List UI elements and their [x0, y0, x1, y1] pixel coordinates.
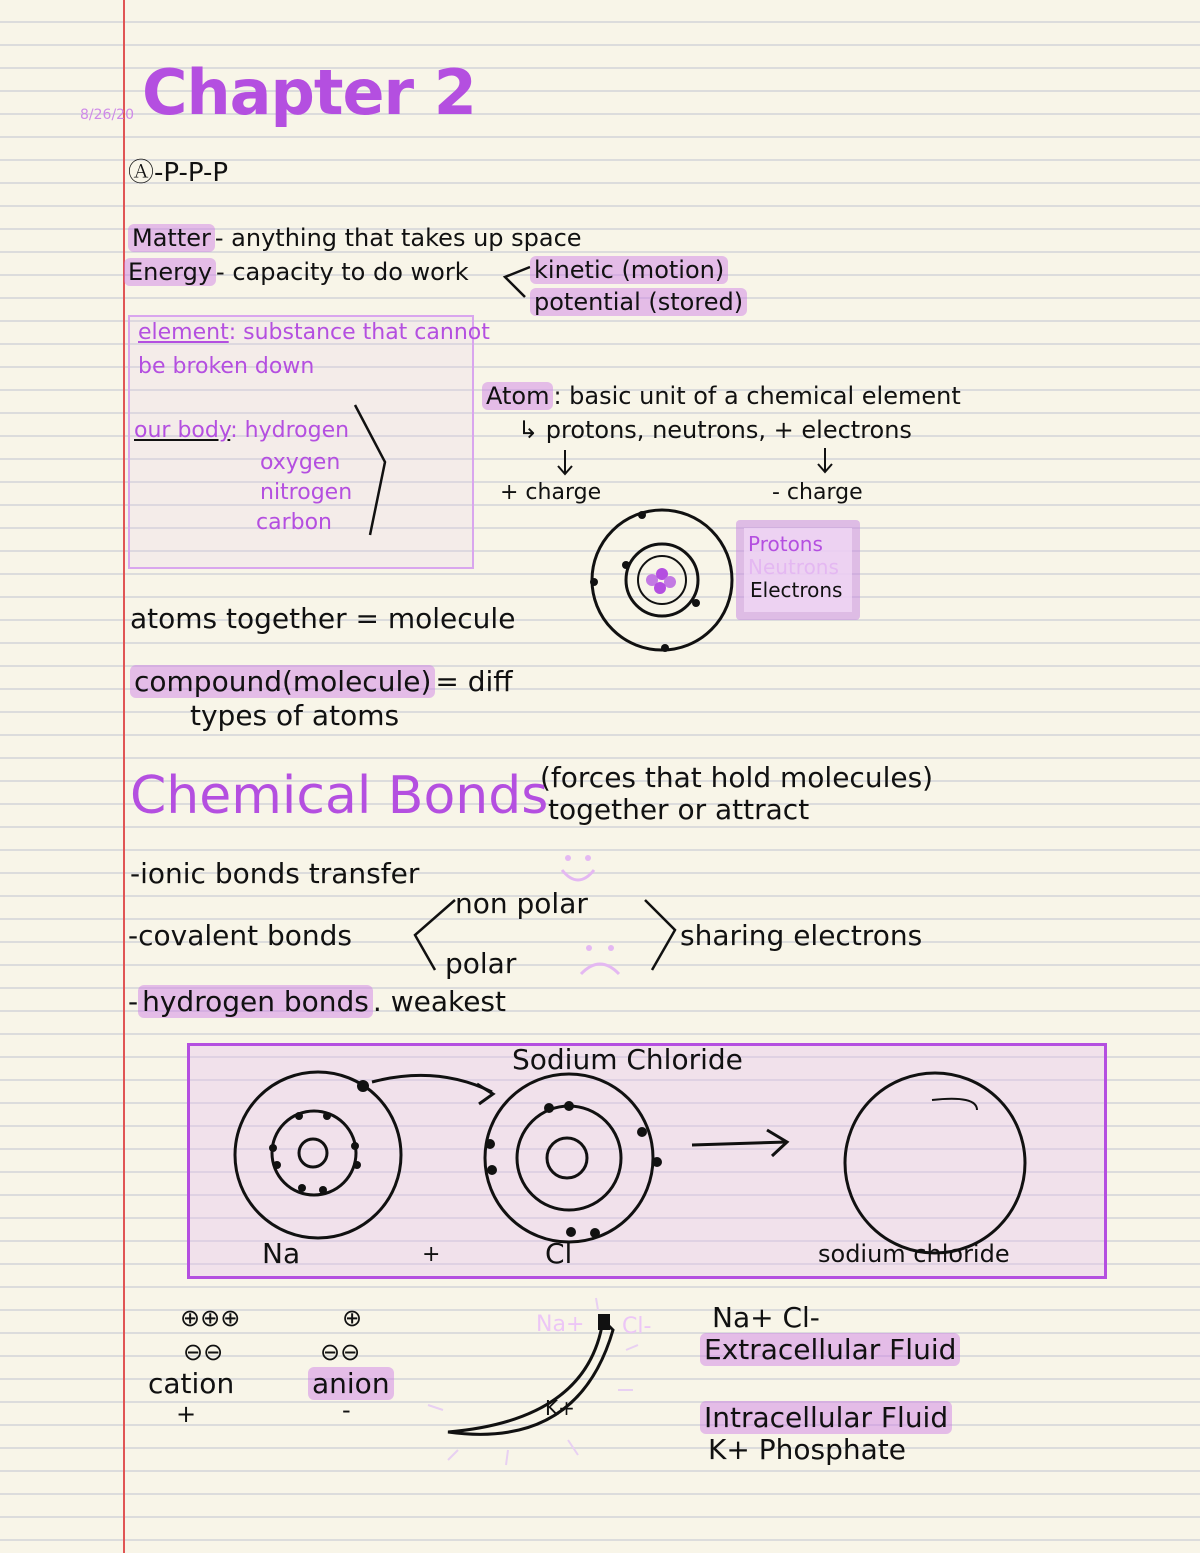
body-element-carbon: carbon	[256, 510, 332, 535]
matter-definition: - anything that takes up space	[214, 224, 582, 252]
date-tag: 8/26/20	[80, 107, 134, 123]
body-element-nitrogen: nitrogen	[260, 480, 353, 505]
matter-term: Matter	[128, 224, 215, 252]
atom-diagram	[582, 510, 742, 670]
sad-face-icon	[575, 940, 625, 980]
energy-term: Energy	[124, 258, 216, 286]
anion-label: anion	[308, 1370, 394, 1398]
bonds-note-line1: (forces that hold molecules)	[540, 761, 934, 794]
na-label: Na	[262, 1237, 301, 1270]
subtitle: Ⓐ-P-P-P	[128, 158, 229, 188]
cl-label: Cl	[545, 1237, 573, 1270]
sodium-chloride-label: sodium chloride	[818, 1240, 1010, 1268]
legend-electrons: Electrons	[750, 578, 843, 602]
energy-branch-icon	[495, 262, 535, 312]
anion-charges-bottom: ⊖⊖	[320, 1338, 361, 1366]
banana-cl: Cl-	[622, 1314, 652, 1339]
energy-definition: - capacity to do work	[216, 258, 469, 286]
polar-label: polar	[445, 947, 517, 980]
banana-na: Na+	[536, 1312, 585, 1337]
hydrogen-bonds-note: . weakest	[372, 985, 506, 1018]
covalent-bonds: -covalent bonds	[128, 919, 352, 952]
bonds-note-line2: together or attract	[548, 793, 810, 826]
arrow-down-icon	[815, 446, 835, 476]
nacl-atoms	[187, 1070, 1187, 1270]
page-title: Chapter 2	[142, 56, 476, 129]
compound-line2: types of atoms	[190, 699, 400, 732]
smiley-icon	[558, 850, 598, 890]
sharing-brace-icon	[640, 895, 680, 975]
cation-charges-bottom: ⊖⊖	[183, 1338, 224, 1366]
positive-charge: + charge	[500, 480, 602, 505]
sharing-electrons: sharing electrons	[680, 919, 923, 952]
banana-k: K+	[545, 1396, 575, 1420]
intracellular-ions: K+ Phosphate	[708, 1433, 906, 1466]
compound-line	[130, 665, 513, 698]
cation-sign: +	[176, 1400, 197, 1428]
energy-type-kinetic: kinetic (motion)	[530, 258, 728, 282]
energy-line	[124, 260, 469, 284]
intracellular-label: Intracellular Fluid	[700, 1404, 952, 1432]
our-body-label: our body	[134, 418, 231, 443]
hydrogen-bonds-term: hydrogen bonds	[138, 985, 373, 1018]
body-element-hydrogen: : hydrogen	[230, 418, 350, 443]
extracellular-label: Extracellular Fluid	[700, 1336, 960, 1364]
atom-term: Atom	[482, 382, 553, 410]
hydrogen-bonds-line: - hydrogen bonds . weakest	[128, 985, 506, 1018]
energy-type-potential: potential (stored)	[530, 290, 747, 314]
extracellular-ions: Na+ Cl-	[712, 1301, 820, 1334]
atom-definition: : basic unit of a chemical element	[553, 382, 961, 410]
legend-neutrons: Neutrons	[748, 555, 839, 579]
element-definition-line1	[138, 322, 490, 344]
negative-charge: - charge	[772, 480, 863, 505]
margin-line	[123, 0, 125, 1553]
sodium-chloride-title: Sodium Chloride	[512, 1043, 743, 1076]
element-definition: : substance that cannot	[228, 320, 490, 345]
matter-line	[128, 226, 582, 250]
atom-parts: ↳ protons, neutrons, + electrons	[518, 416, 912, 444]
anion-sign: -	[342, 1396, 351, 1424]
molecule-line: atoms together = molecule	[130, 602, 516, 635]
nonpolar-label: non polar	[455, 887, 588, 920]
anion-charges-top: ⊕	[342, 1304, 363, 1332]
atom-line	[482, 384, 961, 408]
arrow-down-icon	[555, 448, 575, 478]
cation-charges-top: ⊕⊕⊕	[180, 1304, 241, 1332]
body-elements-brace-icon	[350, 400, 390, 540]
element-definition-line2: be broken down	[138, 354, 315, 379]
compound-term: compound(molecule)	[130, 665, 435, 698]
bonds-heading: Chemical Bonds	[130, 766, 549, 826]
plus-sign: +	[422, 1242, 441, 1267]
ionic-bonds: -ionic bonds transfer	[130, 857, 420, 890]
body-element-oxygen: oxygen	[260, 450, 341, 475]
our-body-line	[134, 420, 349, 442]
cation-label: cation	[148, 1367, 235, 1400]
element-term: element	[138, 320, 229, 345]
compound-rest: = diff	[435, 665, 513, 698]
legend-protons: Protons	[748, 532, 823, 556]
